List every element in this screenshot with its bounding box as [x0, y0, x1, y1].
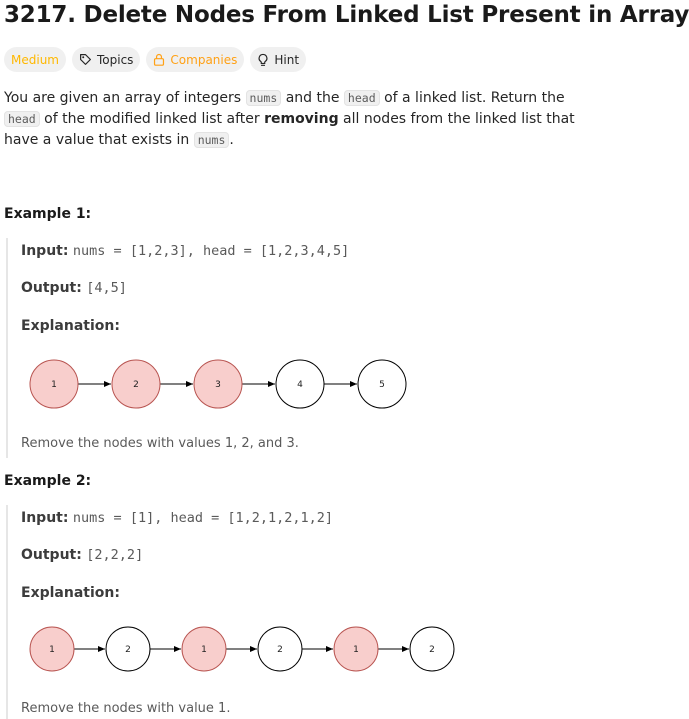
example-1-note: Remove the nodes with values 1, 2, and 3.	[21, 436, 299, 451]
difficulty-label: Medium	[11, 52, 59, 67]
topics-label: Topics	[96, 52, 134, 67]
list-node-value: 2	[125, 645, 131, 655]
inline-code: head	[344, 90, 380, 106]
desc-text: all nodes from the linked list that have a value that exists in	[4, 111, 575, 148]
hint-label: Hint	[274, 52, 300, 67]
problem-title: 3217. Delete Nodes From Linked List Present in Array	[4, 2, 689, 28]
list-node-value: 3	[215, 380, 221, 390]
example-1-explanation	[21, 318, 120, 334]
explanation-label: Explanation:	[21, 585, 120, 601]
input-label: Input:	[21, 243, 69, 259]
list-node-value: 1	[49, 645, 55, 655]
example-2-note: Remove the nodes with value 1.	[21, 701, 231, 716]
example-1-block	[6, 238, 598, 458]
desc-text: and the	[281, 90, 344, 106]
input-value: nums = [1], head = [1,2,1,2,1,2]	[72, 510, 334, 526]
output-value: [2,2,2]	[86, 547, 144, 563]
desc-text: of a linked list. Return the	[379, 90, 565, 106]
list-node-value: 1	[201, 645, 207, 655]
list-node-value: 5	[379, 380, 385, 390]
tag-bar	[4, 47, 306, 72]
example-1-input	[21, 243, 349, 259]
output-label: Output:	[21, 547, 82, 563]
example-2-title: Example 2:	[4, 473, 92, 489]
difficulty-badge	[4, 47, 66, 72]
output-value: [4,5]	[86, 280, 127, 296]
companies-label: Companies	[170, 52, 238, 67]
list-node-value: 1	[353, 645, 359, 655]
tag-icon	[79, 53, 92, 66]
desc-bold: removing	[264, 111, 339, 127]
list-node-value: 4	[297, 380, 303, 390]
list-node-value: 2	[277, 645, 283, 655]
list-node-value: 2	[429, 645, 435, 655]
inline-code: head	[4, 111, 40, 127]
lock-icon	[153, 53, 165, 66]
list-node-value: 1	[51, 380, 57, 390]
example-1-title: Example 1:	[4, 206, 92, 222]
lightbulb-icon	[257, 53, 269, 67]
problem-description	[4, 88, 594, 151]
example-2-block	[6, 505, 598, 719]
desc-text: of the modified linked list after	[39, 111, 265, 127]
example-2-output	[21, 547, 143, 563]
inline-code: nums	[246, 90, 282, 106]
example-2-explanation	[21, 585, 120, 601]
input-label: Input:	[21, 510, 69, 526]
input-value: nums = [1,2,3], head = [1,2,3,4,5]	[72, 243, 350, 259]
example-2-input	[21, 510, 333, 526]
explanation-label: Explanation:	[21, 318, 120, 334]
linked-list-diagram-1	[28, 356, 428, 416]
desc-text: .	[229, 132, 234, 148]
desc-text: You are given an array of integers	[4, 90, 246, 106]
inline-code: nums	[194, 132, 230, 148]
example-1-output	[21, 280, 127, 296]
topics-button[interactable]	[72, 47, 140, 72]
output-label: Output:	[21, 280, 82, 296]
linked-list-diagram-2	[28, 623, 468, 679]
hint-button[interactable]	[250, 47, 306, 72]
list-node-value: 2	[133, 380, 139, 390]
companies-button[interactable]	[146, 47, 244, 72]
